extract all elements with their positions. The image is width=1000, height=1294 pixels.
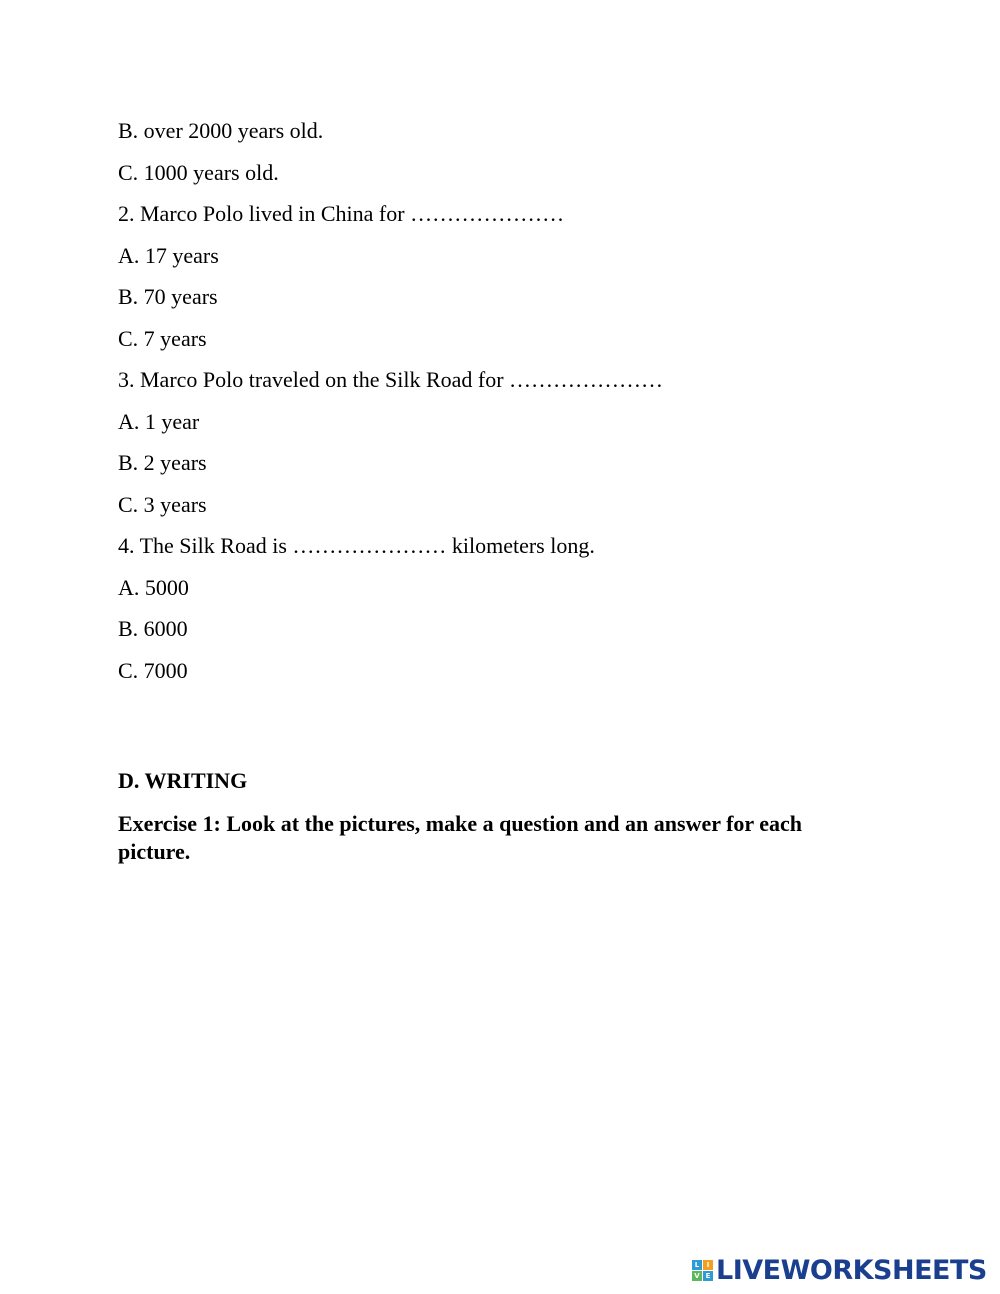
answer-option-1c: C. 1000 years old.	[118, 160, 279, 185]
section-heading: D. WRITING	[118, 768, 248, 793]
answer-option-3a: A. 1 year	[118, 409, 200, 434]
liveworksheets-logo-icon	[692, 1260, 713, 1281]
answer-option-3b: B. 2 years	[118, 450, 207, 475]
answer-option-2a: A. 17 years	[118, 243, 219, 268]
answer-option-1b: B. over 2000 years old.	[118, 118, 324, 143]
answer-option-2b: B. 70 years	[118, 284, 218, 309]
question-3: 3. Marco Polo traveled on the Silk Road for …………………	[118, 367, 664, 392]
question-4: 4. The Silk Road is ………………… kilometers long.	[118, 533, 595, 558]
answer-option-3c: C. 3 years	[118, 492, 207, 517]
liveworksheets-brand	[692, 1255, 987, 1285]
exercise-instruction: Exercise 1: Look at the pictures, make a question and an answer for each picture.	[118, 811, 803, 864]
answer-option-4c: C. 7000	[118, 658, 188, 683]
logo-tile-v: V	[692, 1271, 702, 1281]
question-2: 2. Marco Polo lived in China for …………………	[118, 201, 565, 226]
brand-name: LIVEWORKSHEETS	[716, 1254, 987, 1286]
logo-tile-e: E	[703, 1271, 713, 1281]
answer-option-4a: A. 5000	[118, 575, 189, 600]
logo-tile-l: L	[692, 1260, 702, 1270]
logo-tile-i: I	[703, 1260, 713, 1270]
answer-option-2c: C. 7 years	[118, 326, 207, 351]
answer-option-4b: B. 6000	[118, 616, 188, 641]
